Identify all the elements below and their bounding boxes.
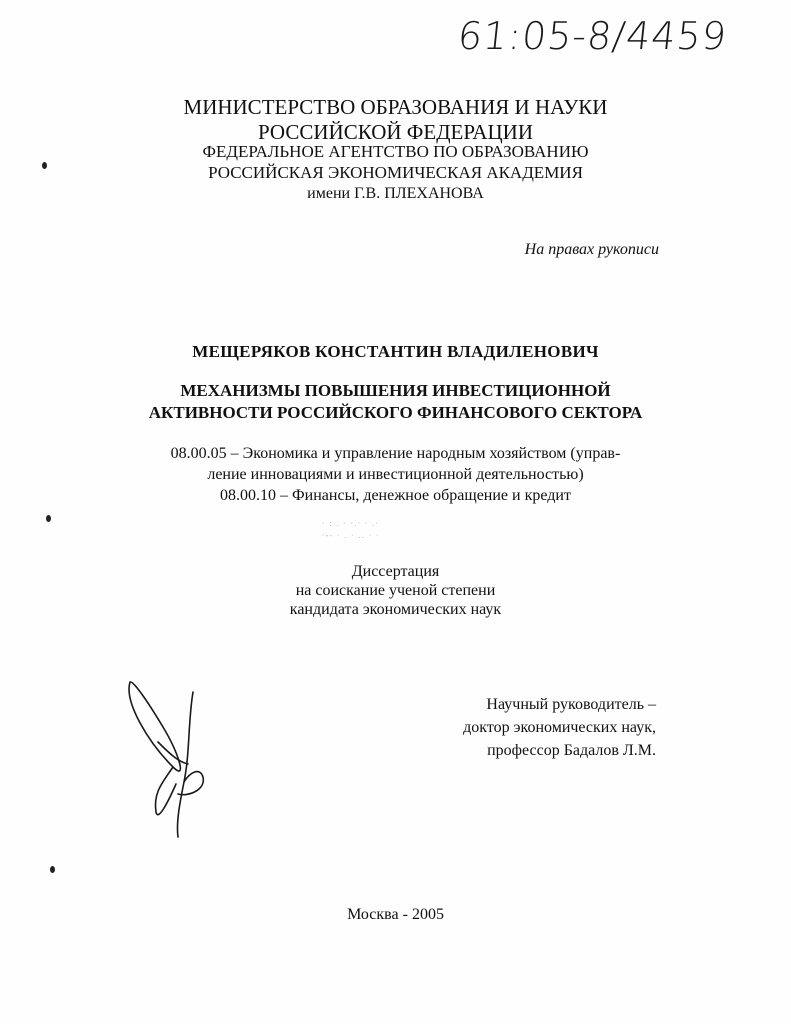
faded-stamp — [322, 518, 430, 548]
agency-line-1: ФЕДЕРАЛЬНОЕ АГЕНТСТВО ПО ОБРАЗОВАНИЮ — [202, 142, 589, 161]
ministry-line-2: РОССИЙСКОЙ ФЕДЕРАЦИИ — [258, 120, 533, 144]
ministry-header — [0, 95, 791, 145]
scientific-supervisor — [463, 693, 656, 762]
specialty-line-2: ление инновациями и инвестиционной деятельностью) — [207, 466, 584, 483]
dissertation-title — [0, 380, 791, 424]
author-name: МЕЩЕРЯКОВ КОНСТАНТИН ВЛАДИЛЕНОВИЧ — [192, 342, 599, 361]
agency-header — [0, 141, 791, 204]
degree-line-2: на соискание ученой степени — [295, 582, 496, 599]
specialty-codes — [0, 443, 791, 506]
binding-hole-mark — [50, 866, 55, 873]
agency-line-2: РОССИЙСКАЯ ЭКОНОМИЧЕСКАЯ АКАДЕМИЯ — [208, 163, 583, 182]
degree-line-3: кандидата экономических наук — [289, 601, 502, 618]
ministry-line-1: МИНИСТЕРСТВО ОБРАЗОВАНИЯ И НАУКИ — [183, 95, 608, 119]
supervisor-line-1: Научный руководитель – — [486, 696, 656, 713]
title-line-2: АКТИВНОСТИ РОССИЙСКОГО ФИНАНСОВОГО СЕКТОРА — [148, 403, 643, 422]
stamp-line-2: ·-- · . · .. · · — [322, 531, 380, 540]
archive-number: 61:05-8/4459 — [455, 14, 730, 58]
agency-line-3: имени Г.В. ПЛЕХАНОВА — [307, 185, 484, 202]
city-year: Москва - 2005 — [347, 906, 444, 923]
stamp-line-1: · : . · ·.· · .· — [322, 519, 379, 528]
binding-hole-mark — [42, 162, 47, 169]
degree-line-1: Диссертация — [351, 563, 440, 580]
specialty-line-1: 08.00.05 – Экономика и управление народным хозяйством (управ- — [170, 445, 621, 462]
manuscript-note: На правах рукописи — [524, 241, 659, 258]
supervisor-line-3: профессор Бадалов Л.М. — [487, 742, 656, 759]
supervisor-line-2: доктор экономических наук, — [463, 719, 656, 736]
handwritten-signature — [118, 672, 238, 842]
specialty-line-3: 08.00.10 – Финансы, денежное обращение и кредит — [220, 487, 571, 504]
title-line-1: МЕХАНИЗМЫ ПОВЫШЕНИЯ ИНВЕСТИЦИОННОЙ — [180, 381, 611, 400]
degree-statement — [0, 562, 791, 619]
binding-hole-mark — [46, 515, 51, 522]
